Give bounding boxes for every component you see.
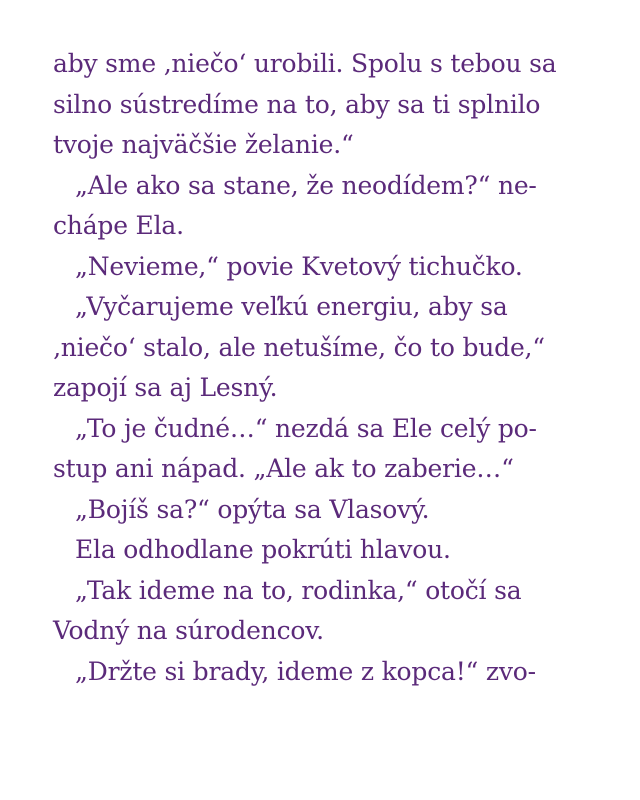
text-line: „Ale ako sa stane, že neodídem?“ ne- [75,170,537,200]
text-line: Vodný na súrodencov. [53,616,324,645]
text-line: aby sme ‚niečo‘ urobili. Spolu s tebou sa [53,49,557,78]
text-line: „To je čudné…“ nezdá sa Ele celý po- [75,413,537,443]
text-line: ‚niečo‘ stalo, ale netušíme, čo to bude,“ [53,332,545,362]
text-line: „Vyčarujeme veľkú energiu, aby sa [75,292,508,321]
text-line: stup ani nápad. „Ale ak to zaberie…“ [53,454,514,483]
text-line: zapojí sa aj Lesný. [53,373,278,402]
text-line: „Bojíš sa?“ opýta sa Vlasový. [75,494,430,524]
text-line: „Nevieme,“ povie Kvetový tichučko. [75,251,523,281]
text-line: „Tak ideme na to, rodinka,“ otočí sa [75,575,522,605]
body-text [53,44,613,692]
text-line: tvoje najväčšie želanie.“ [53,130,354,159]
text-line: Ela odhodlane pokrúti hlavou. [75,535,451,564]
text-line: silno sústredíme na to, aby sa ti splnilo [53,89,541,119]
text-line: chápe Ela. [53,211,184,240]
text-line: „Držte si brady, ideme z kopca!“ zvo- [75,656,536,686]
